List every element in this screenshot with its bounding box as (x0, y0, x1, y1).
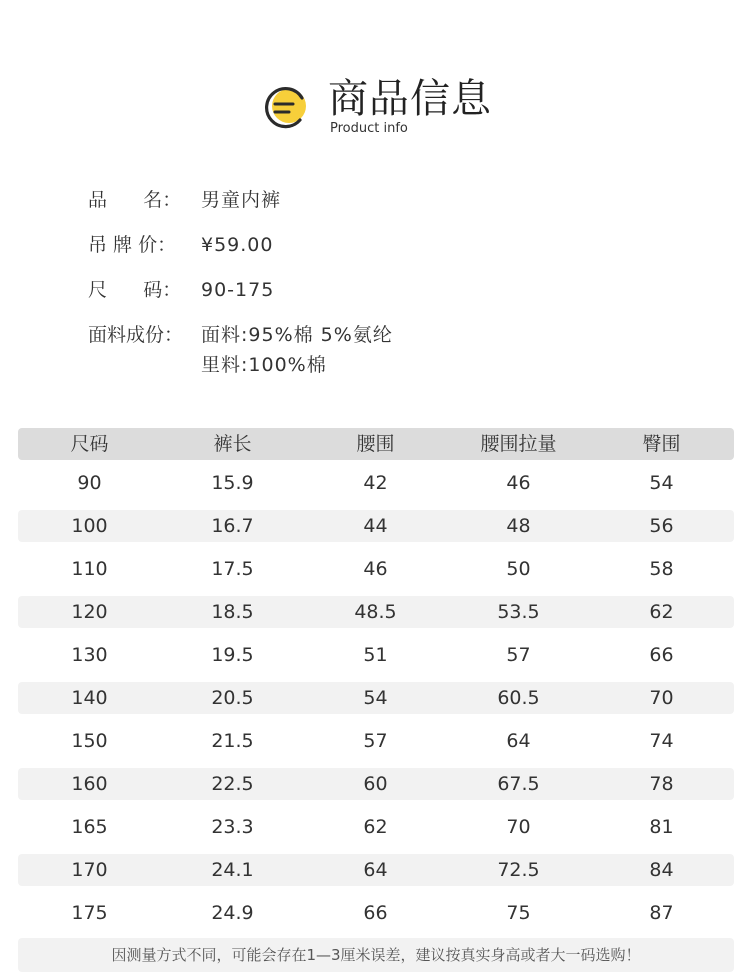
page-subtitle: Product info (330, 121, 408, 136)
info-label: 面料成份： (88, 324, 184, 346)
table-cell: 78 (649, 773, 674, 795)
table-cell: 48.5 (354, 601, 397, 623)
table-cell: 165 (71, 816, 108, 838)
page-title: 商品信息 (328, 76, 492, 122)
table-cell: 74 (649, 730, 674, 752)
table-cell: 46 (363, 558, 388, 580)
table-row (18, 505, 734, 548)
table-cell: 66 (363, 902, 388, 924)
table-cell: 66 (649, 644, 674, 666)
table-cell: 62 (649, 601, 674, 623)
column-header: 尺码 (70, 433, 109, 455)
info-label: 吊 牌 价： (88, 234, 177, 256)
table-row (18, 677, 734, 720)
measurement-note-text: 因测量方式不同，可能会存在1—3厘米误差，建议按真实身高或者大一码选购！ (111, 946, 641, 964)
info-row-price (88, 228, 688, 273)
table-cell: 18.5 (211, 601, 254, 623)
table-cell: 100 (71, 515, 108, 537)
table-cell: 150 (71, 730, 108, 752)
table-cell: 56 (649, 515, 674, 537)
table-cell: 54 (649, 472, 674, 494)
table-cell: 110 (71, 558, 108, 580)
table-cell: 57 (363, 730, 388, 752)
table-cell: 60 (363, 773, 388, 795)
table-cell: 70 (649, 687, 674, 709)
table-row (18, 634, 734, 677)
table-cell: 87 (649, 902, 674, 924)
table-cell: 64 (506, 730, 531, 752)
info-row-material (88, 318, 688, 388)
table-cell: 72.5 (497, 859, 540, 881)
table-cell: 67.5 (497, 773, 540, 795)
table-cell: 22.5 (211, 773, 254, 795)
table-cell: 21.5 (211, 730, 254, 752)
table-cell: 17.5 (211, 558, 254, 580)
info-value: 90-175 (201, 279, 275, 301)
info-row-name (88, 183, 688, 228)
table-cell: 70 (506, 816, 531, 838)
table-row (18, 849, 734, 892)
table-row (18, 720, 734, 763)
table-cell: 160 (71, 773, 108, 795)
table-cell: 57 (506, 644, 531, 666)
table-cell: 50 (506, 558, 531, 580)
table-cell: 90 (77, 472, 102, 494)
table-cell: 60.5 (497, 687, 540, 709)
table-cell: 24.1 (211, 859, 254, 881)
product-info-list (88, 183, 688, 388)
table-cell: 20.5 (211, 687, 254, 709)
info-row-size (88, 273, 688, 318)
table-cell: 130 (71, 644, 108, 666)
table-cell: 140 (71, 687, 108, 709)
table-row (18, 806, 734, 849)
table-cell: 15.9 (211, 472, 254, 494)
column-header: 腰围拉量 (480, 433, 557, 455)
table-cell: 54 (363, 687, 388, 709)
product-info-header (262, 74, 522, 144)
table-row (18, 591, 734, 634)
table-cell: 48 (506, 515, 531, 537)
table-cell: 170 (71, 859, 108, 881)
table-cell: 58 (649, 558, 674, 580)
document-badge-icon (262, 84, 312, 134)
table-cell: 44 (363, 515, 388, 537)
column-header: 臀围 (642, 433, 681, 455)
table-cell: 51 (363, 644, 388, 666)
table-cell: 42 (363, 472, 388, 494)
table-cell: 19.5 (211, 644, 254, 666)
table-row (18, 462, 734, 505)
column-header: 腰围 (356, 433, 395, 455)
table-header-row (18, 428, 734, 462)
table-row (18, 548, 734, 591)
table-cell: 120 (71, 601, 108, 623)
size-table (18, 428, 734, 935)
table-cell: 24.9 (211, 902, 254, 924)
column-header: 裤长 (213, 433, 252, 455)
info-value: 面料:95%棉 5%氨纶 (201, 324, 393, 346)
table-cell: 23.3 (211, 816, 254, 838)
info-label: 尺 码： (88, 279, 182, 301)
table-body (18, 462, 734, 935)
table-row (18, 892, 734, 935)
table-row (18, 763, 734, 806)
table-cell: 64 (363, 859, 388, 881)
table-cell: 175 (71, 902, 108, 924)
measurement-note (18, 938, 734, 972)
info-value: ¥59.00 (201, 234, 274, 256)
table-cell: 46 (506, 472, 531, 494)
info-label: 品 名： (88, 189, 182, 211)
table-cell: 53.5 (497, 601, 540, 623)
table-cell: 62 (363, 816, 388, 838)
info-value: 男童内裤 (201, 189, 282, 211)
table-cell: 84 (649, 859, 674, 881)
table-cell: 75 (506, 902, 531, 924)
info-value: 里料:100%棉 (201, 354, 327, 376)
table-cell: 81 (649, 816, 674, 838)
table-cell: 16.7 (211, 515, 254, 537)
